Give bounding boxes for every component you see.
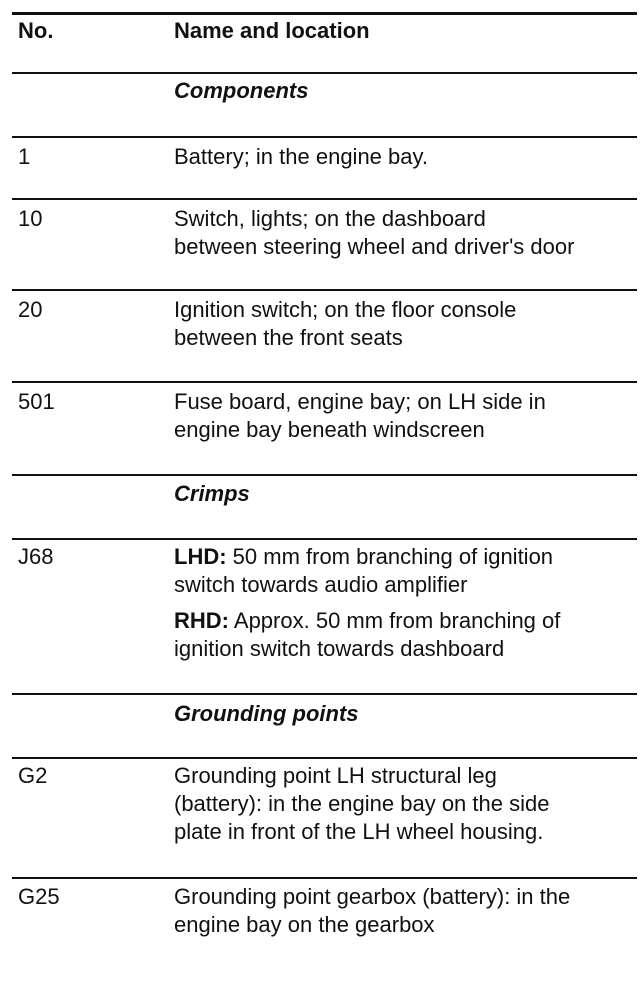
- row-description: Fuse board, engine bay; on LH side in: [174, 389, 546, 414]
- row-rule: [12, 289, 637, 291]
- section-title-crimps: Crimps: [174, 481, 250, 506]
- row-description: (battery): in the engine bay on the side: [174, 791, 550, 816]
- row-description: Battery; in the engine bay.: [174, 144, 428, 169]
- row-rule: [12, 877, 637, 879]
- row-description: between the front seats: [174, 325, 403, 350]
- rhd-text: Approx. 50 mm from branching of: [229, 608, 561, 633]
- row-rule: [12, 381, 637, 383]
- column-header-number: No.: [18, 18, 54, 43]
- row-description: Switch, lights; on the dashboard: [174, 206, 486, 231]
- row-rule: [12, 198, 637, 200]
- section-title-components: Components: [174, 78, 309, 103]
- section-rule: [12, 538, 637, 540]
- section-title-grounding: Grounding points: [174, 701, 359, 726]
- section-rule: [12, 136, 637, 138]
- table-top-rule: [12, 12, 637, 15]
- row-number: G25: [18, 884, 60, 909]
- lhd-text: 50 mm from branching of ignition: [226, 544, 554, 569]
- row-number: 1: [18, 144, 31, 169]
- row-rule: [12, 474, 637, 476]
- row-number: 501: [18, 389, 55, 414]
- row-description-lhd: switch towards audio amplifier: [174, 572, 468, 597]
- section-rule: [12, 757, 637, 759]
- row-number: G2: [18, 763, 48, 788]
- row-description: plate in front of the LH wheel housing.: [174, 819, 544, 844]
- row-description-rhd: [174, 607, 560, 635]
- rhd-label: RHD:: [174, 608, 229, 633]
- lhd-label: LHD:: [174, 544, 227, 569]
- row-description: Ignition switch; on the floor console: [174, 297, 517, 322]
- row-number: 20: [18, 297, 43, 322]
- column-header-name-location: Name and location: [174, 18, 370, 43]
- row-description: Grounding point gearbox (battery): in the: [174, 884, 571, 909]
- row-description: engine bay on the gearbox: [174, 912, 435, 937]
- row-number: 10: [18, 206, 43, 231]
- row-description: Grounding point LH structural leg: [174, 763, 497, 788]
- row-description-lhd: [174, 543, 553, 571]
- row-rule: [12, 693, 637, 695]
- row-description: engine bay beneath windscreen: [174, 417, 485, 442]
- row-description: between steering wheel and driver's door: [174, 234, 575, 259]
- row-description-rhd: ignition switch towards dashboard: [174, 636, 505, 661]
- row-number: J68: [18, 544, 54, 569]
- header-rule: [12, 72, 637, 74]
